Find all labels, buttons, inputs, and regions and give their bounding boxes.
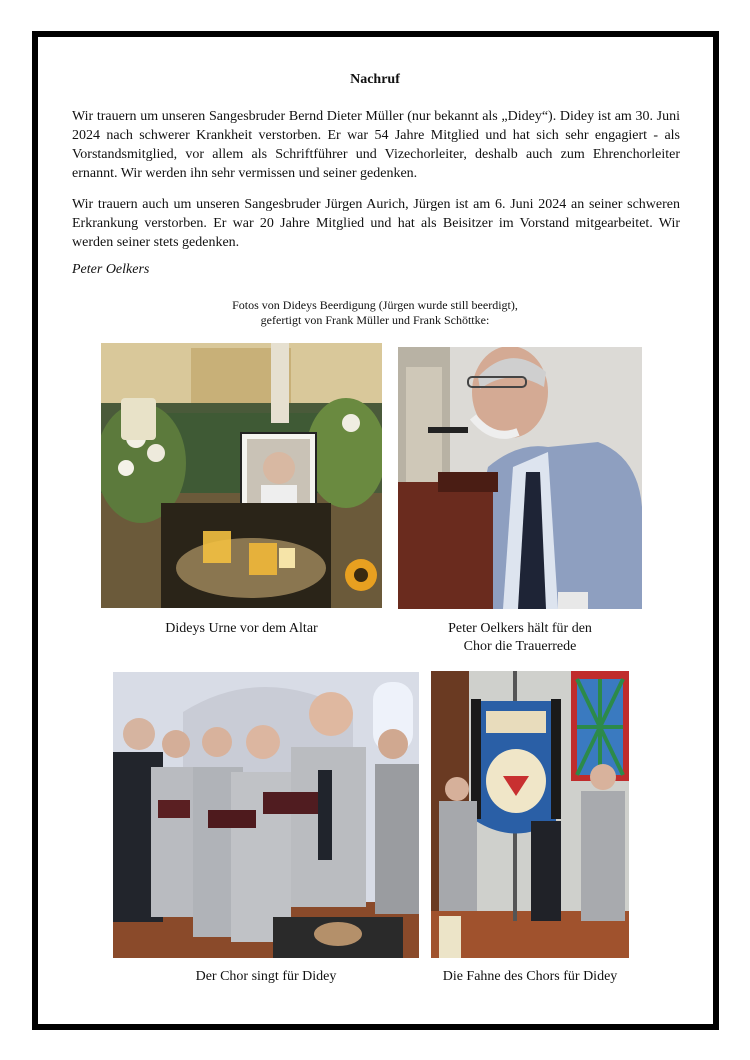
page-title: Nachruf [350, 72, 400, 87]
photo-credits-line-2: gefertigt von Frank Müller und Frank Schöttke: [260, 313, 490, 327]
photo-choir [113, 672, 419, 958]
caption-photo-speaker-line-1: Peter Oelkers hält für den [448, 621, 592, 636]
signature: Peter Oelkers [72, 262, 150, 277]
photo-banner [431, 671, 629, 958]
obituary-paragraph-1: Wir trauern um unseren Sangesbruder Bernd Dieter Müller (nur bekannt als „Didey“). Didey ist am 30. Juni 2024 nach schwerer Krankheit verstorben. Er war 54 Jahre Mitglied und hat sich sehr engagiert - als Vorstandsmitglied, vor allem als Schriftführer und Vizechorleiter, deshalb auch zum Ehrenchorleiter ernannt. Wir werden ihn sehr vermissen und seiner gedenken. [72, 109, 680, 181]
photo-credits [0, 298, 750, 328]
caption-photo-urn: Dideys Urne vor dem Altar [165, 621, 318, 636]
caption-photo-speaker [398, 620, 642, 656]
caption-photo-speaker-line-2: Chor die Trauerrede [463, 639, 577, 654]
caption-photo-banner: Die Fahne des Chors für Didey [442, 969, 618, 984]
photo-credits-line-1: Fotos von Dideys Beerdigung (Jürgen wurde still beerdigt), [232, 298, 518, 312]
photo-speaker [398, 347, 642, 609]
photo-urn-altar [101, 343, 382, 608]
caption-photo-choir: Der Chor singt für Didey [195, 969, 337, 984]
obituary-paragraph-2: Wir trauern auch um unseren Sangesbruder Jürgen Aurich, Jürgen ist am 6. Juni 2024 an seiner schweren Erkrankung verstorben. Er war 20 Jahre Mitglied und hat als Beisitzer im Vorstand mitgearbeitet. Wir werden seiner stets gedenken. [72, 197, 680, 250]
